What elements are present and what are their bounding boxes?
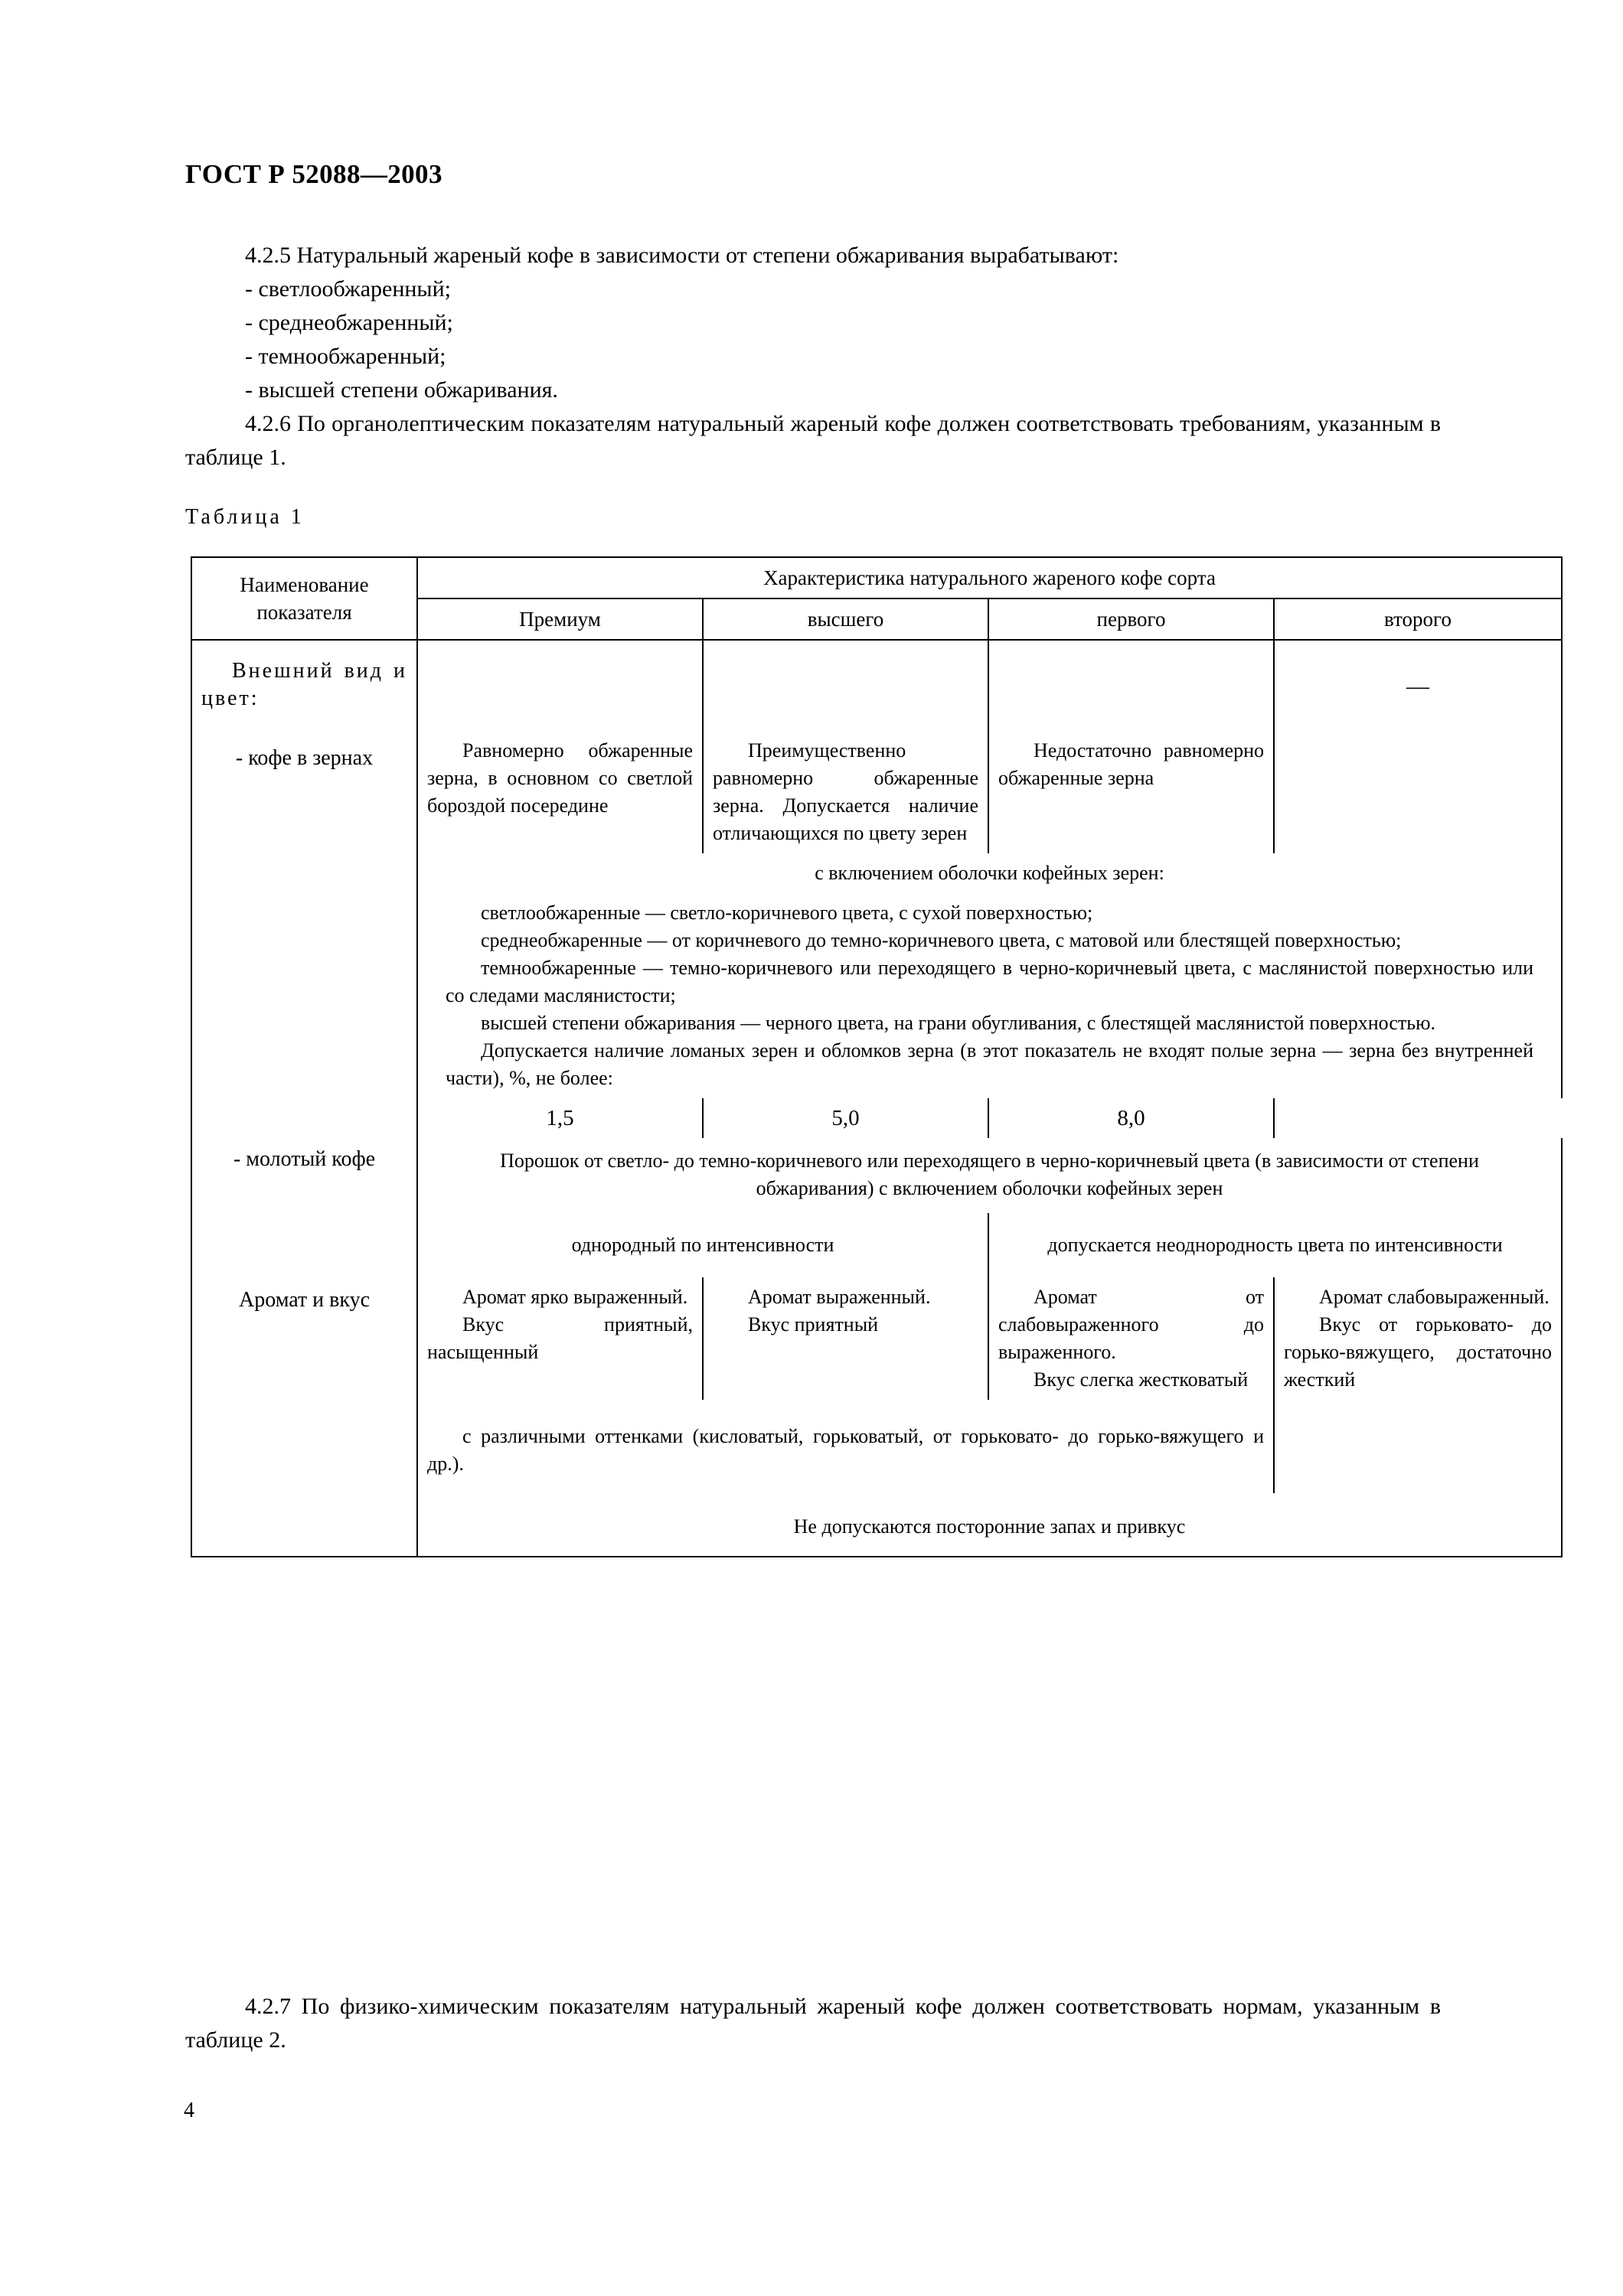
spacer-label-7 xyxy=(191,1493,417,1557)
roast-description-2: среднеобжаренные — от коричневого до темно-коричневого цвета, с матовой или блестящей поверхностью; xyxy=(481,929,1402,951)
table-caption: Таблица 1 xyxy=(185,505,305,529)
cell-aroma-first xyxy=(988,1277,1274,1400)
page-number: 4 xyxy=(184,2099,194,2122)
header-cell-grade-second: второго xyxy=(1274,598,1562,640)
aroma-first-line2: Вкус слегка жестковатый xyxy=(1034,1368,1249,1391)
cell-shades-note: с различными оттенками (кисловатый, горьковатый, от горьковато- до горько-вяжущего и др.). xyxy=(417,1400,1274,1493)
cell-aroma-second xyxy=(1274,1277,1562,1493)
aroma-high-line1: Аромат выраженный. xyxy=(748,1286,931,1308)
row-label-ground: - молотый кофе xyxy=(191,1138,417,1213)
broken-beans-note: Допускается наличие ломаных зерен и обломков зерна (в этот показатель не входят полые зерна — зерна без внутренней части), %, не более: xyxy=(446,1039,1533,1089)
roast-type-item-3: - темнообжаренный; xyxy=(245,344,446,369)
cell-broken-value-first: 8,0 xyxy=(988,1098,1274,1138)
aroma-premium-line1: Аромат ярко выраженный. xyxy=(462,1286,688,1308)
table-row-shell-note xyxy=(191,853,1562,893)
table-row-aroma-taste xyxy=(191,1277,1562,1400)
clause-4-2-5: 4.2.5 Натуральный жареный кофе в зависимости от степени обжаривания вырабатывают: xyxy=(245,243,1119,268)
cell-broken-value-premium: 1,5 xyxy=(417,1098,703,1138)
roast-description-1: светлообжаренные — светло-коричневого цвета, с сухой поверхностью; xyxy=(481,902,1093,924)
cell-no-foreign-note: Не допускаются посторонние запах и привкус xyxy=(417,1493,1562,1557)
cell-beans-second: — xyxy=(1406,673,1429,699)
cell-ground-description: Порошок от светло- до темно-коричневого или переходящего в черно-коричневый цвета (в зависимости от степени обжаривания) с включением оболочки кофейных зерен xyxy=(417,1138,1562,1213)
table-row-appearance-label xyxy=(191,640,1562,719)
table-organoleptic xyxy=(191,556,1563,1557)
roast-type-item-2: - среднеобжаренный; xyxy=(245,310,453,335)
table-row-uniformity xyxy=(191,1213,1562,1277)
cell-aroma-high xyxy=(703,1277,988,1400)
cell-broken-value-second xyxy=(1274,1098,1562,1138)
clause-4-2-6: 4.2.6 По органолептическим показателям натуральный жареный кофе должен соответствовать требованиям, указанным в таблице 1. xyxy=(185,411,1441,470)
table-1-container xyxy=(191,556,1561,1557)
header-cell-indicator-name: Наименование показателя xyxy=(191,557,417,640)
spacer-label-4 xyxy=(191,1098,417,1138)
aroma-premium-line2: Вкус приятный, насыщенный xyxy=(427,1313,693,1363)
spacer-premium-1 xyxy=(417,640,703,719)
cell-shell-note: с включением оболочки кофейных зерен: xyxy=(417,853,1562,893)
row-label-aroma: Аромат и вкус xyxy=(191,1277,417,1400)
spacer-label-2 xyxy=(191,853,417,893)
aroma-high-line2: Вкус приятный xyxy=(748,1313,879,1336)
spacer-label-3 xyxy=(191,893,417,1098)
roast-type-item-4: - высшей степени обжаривания. xyxy=(245,377,558,403)
row-label-appearance: Внешний вид и цвет: xyxy=(191,640,417,719)
intro-section xyxy=(185,239,1441,475)
header-cell-grade-premium: Премиум xyxy=(417,598,703,640)
clause-4-2-7: 4.2.7 По физико-химическим показателям натуральный жареный кофе должен соответствовать нормам, указанным в таблице 2. xyxy=(185,1994,1441,2053)
cell-beans-premium: Равномерно обжаренные зерна, в основном со светлой бороздой посередине xyxy=(417,719,703,853)
roast-description-4: высшей степени обжаривания — черного цвета, на грани обугливания, с блестящей маслянистой поверхностью. xyxy=(481,1012,1435,1034)
table-header-row-1 xyxy=(191,557,1562,598)
spacer-high-1 xyxy=(703,640,988,719)
aroma-second-line1: Аромат слабовыраженный. xyxy=(1319,1286,1550,1308)
row-label-beans: - кофе в зернах xyxy=(191,719,417,853)
header-cell-grade-first: первого xyxy=(988,598,1274,640)
cell-beans-high: Преимущественно равномерно обжаренные зерна. Допускается наличие отличающихся по цвету зерен xyxy=(703,719,988,853)
spacer-first-1 xyxy=(988,640,1274,719)
document-standard-id: ГОСТ Р 52088—2003 xyxy=(185,159,442,189)
spacer-label-6 xyxy=(191,1400,417,1493)
cell-roast-descriptions xyxy=(417,893,1562,1098)
roast-description-3: темнообжаренные — темно-коричневого или переходящего в черно-коричневый цвета, с маслянистой поверхностью или со следами маслянистости; xyxy=(446,957,1533,1006)
table-row-no-foreign xyxy=(191,1493,1562,1557)
cell-broken-value-high: 5,0 xyxy=(703,1098,988,1138)
cell-aroma-premium xyxy=(417,1277,703,1400)
cell-uniformity-right: допускается неоднородность цвета по интенсивности xyxy=(988,1213,1562,1277)
table-row-roast-descriptions xyxy=(191,893,1562,1098)
cell-uniformity-left: однородный по интенсивности xyxy=(417,1213,988,1277)
header-cell-grade-high: высшего xyxy=(703,598,988,640)
table-row-broken-values xyxy=(191,1098,1562,1138)
spacer-label-5 xyxy=(191,1213,417,1277)
footer-section xyxy=(185,1990,1441,2057)
table-row-ground-coffee xyxy=(191,1138,1562,1213)
aroma-second-line2: Вкус от горьковато- до горько-вяжущего, достаточно жесткий xyxy=(1284,1313,1552,1391)
cell-beans-first: Недостаточно равномерно обжаренные зерна xyxy=(988,719,1274,853)
cell-second-dash-wrap xyxy=(1274,640,1562,853)
aroma-first-line1: Аромат от слабовыраженного до выраженного. xyxy=(998,1286,1264,1363)
roast-type-item-1: - светлообжаренный; xyxy=(245,276,451,302)
header-cell-characteristic-span: Характеристика натурального жареного кофе сорта xyxy=(417,557,1562,598)
